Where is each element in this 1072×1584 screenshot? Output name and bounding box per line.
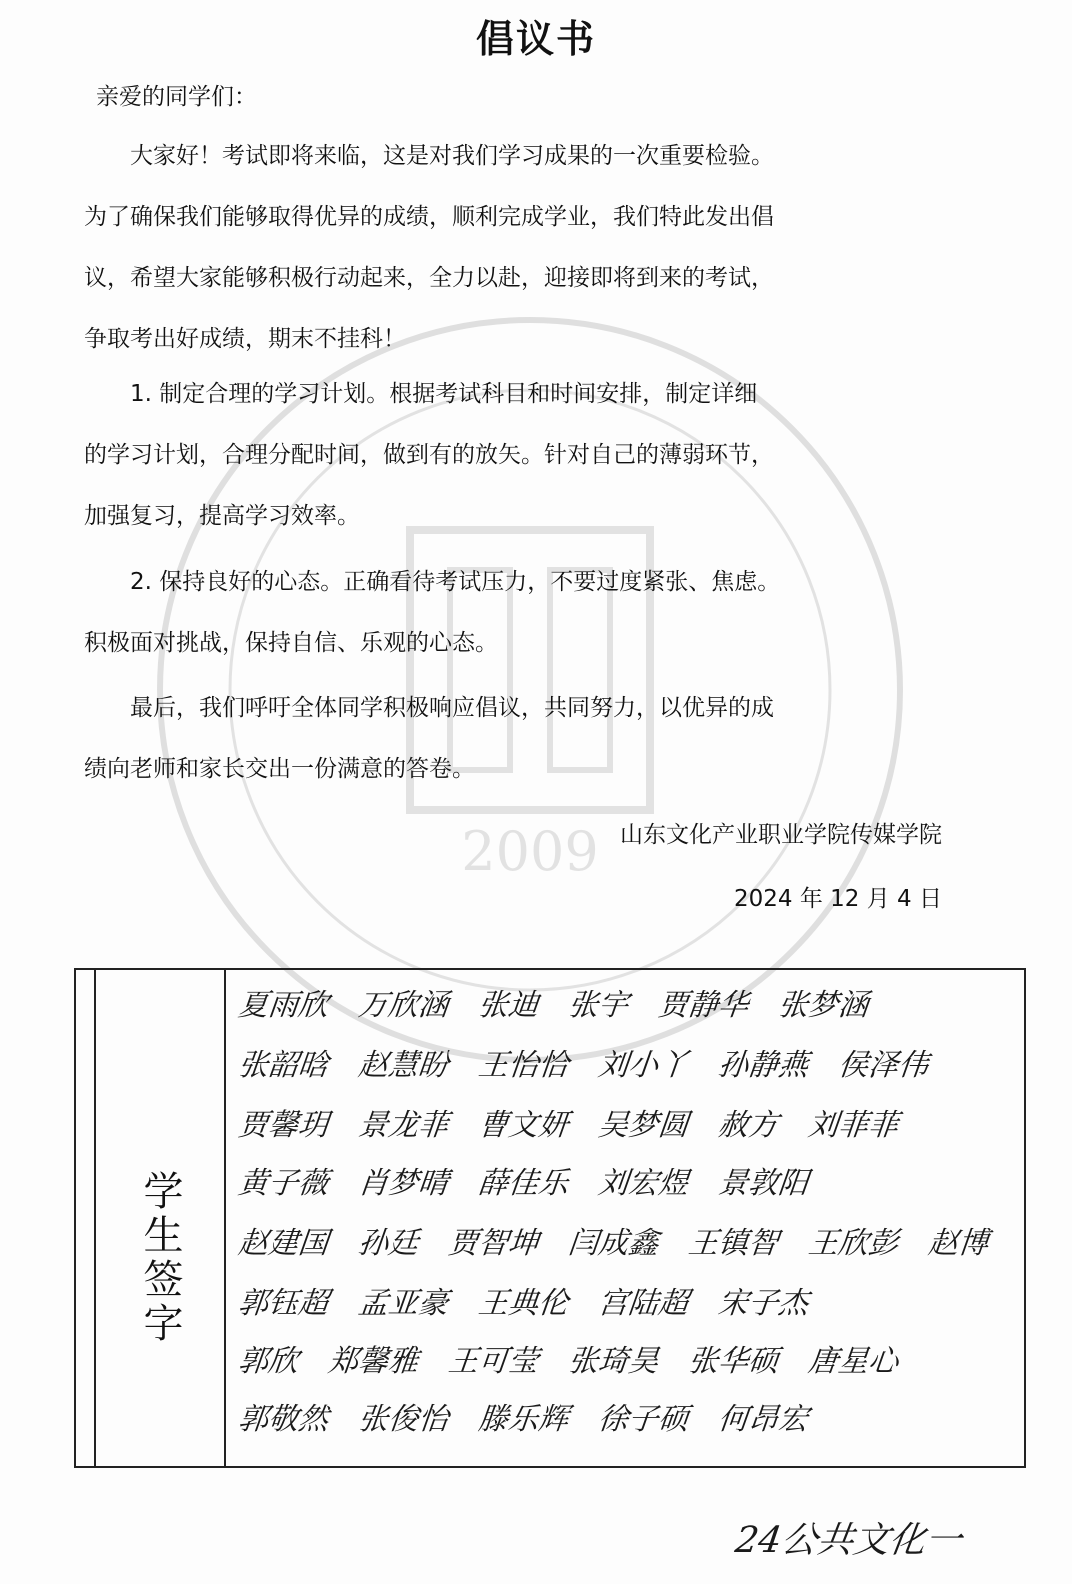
student-signature: 孟亚豪 [356, 1286, 451, 1321]
paragraph-line: 最后，我们呼吁全体同学积极响应倡议，共同努力，以优异的成 [84, 695, 774, 721]
class-note: 24公共文化一 [732, 1520, 965, 1561]
signature-label: 学生签字 [137, 1170, 183, 1346]
document-date: 2024 年 12 月 4 日 [734, 886, 942, 912]
student-signature: 薛佳乐 [476, 1166, 571, 1201]
student-signature: 贾智坤 [446, 1226, 541, 1261]
paragraph-point-2 [84, 552, 944, 674]
student-signature: 宋子杰 [716, 1286, 811, 1321]
student-signature: 张华硕 [686, 1344, 781, 1379]
student-signature: 郭钰超 [236, 1286, 331, 1321]
paragraph-line: 争取考出好成绩，期末不挂科！ [84, 326, 406, 352]
paragraph-line: 为了确保我们能够取得优异的成绩，顺利完成学业，我们特此发出倡 [84, 204, 774, 230]
student-signature: 张梦涵 [776, 988, 871, 1023]
student-signature: 唐星心 [806, 1344, 901, 1379]
student-signature: 肖梦晴 [356, 1166, 451, 1201]
signature-row [235, 1158, 1021, 1214]
student-signature: 张宇 [566, 988, 631, 1023]
student-signature: 夏雨欣 [236, 988, 331, 1023]
student-signature: 徐子硕 [596, 1402, 691, 1437]
student-signature: 景龙菲 [356, 1108, 451, 1143]
organization-name: 山东文化产业职业学院传媒学院 [620, 822, 942, 848]
student-signature: 贾静华 [656, 988, 751, 1023]
paragraph-line: 2. 保持良好的心态。正确看待考试压力，不要过度紧张、焦虑。 [84, 569, 781, 595]
paragraph-line: 的学习计划，合理分配时间，做到有的放矢。针对自己的薄弱环节， [84, 442, 774, 468]
paragraph-point-1 [84, 364, 944, 547]
student-signature: 景敦阳 [716, 1166, 811, 1201]
signature-label-cell [94, 970, 226, 1466]
student-signature: 郭欣 [236, 1344, 301, 1379]
signature-row [235, 1100, 1021, 1156]
student-signature: 张韶晗 [236, 1048, 331, 1083]
greeting: 亲爱的同学们： [96, 84, 257, 110]
paragraph-line: 积极面对挑战，保持自信、乐观的心态。 [84, 630, 498, 656]
student-signature: 刘菲菲 [806, 1108, 901, 1143]
student-signature: 赵博 [926, 1226, 991, 1261]
paragraph-line: 大家好！考试即将来临，这是对我们学习成果的一次重要检验。 [84, 143, 774, 169]
student-signature: 何昂宏 [716, 1402, 811, 1437]
student-signature: 赵建国 [236, 1226, 331, 1261]
paragraph-line: 加强复习，提高学习效率。 [84, 503, 360, 529]
student-signature: 王怡恰 [476, 1048, 571, 1083]
paragraph-intro [84, 126, 944, 370]
student-signature: 张迪 [476, 988, 541, 1023]
student-signature: 郑馨雅 [326, 1344, 421, 1379]
student-signature: 张琦昊 [566, 1344, 661, 1379]
student-signature: 闫成鑫 [566, 1226, 661, 1261]
student-signature: 王可莹 [446, 1344, 541, 1379]
student-signature: 赵慧盼 [356, 1048, 451, 1083]
signature-row [235, 1336, 1021, 1392]
paragraph-closing [84, 678, 944, 800]
student-signature: 万欣涵 [356, 988, 451, 1023]
paragraph-line: 议，希望大家能够积极行动起来，全力以赴，迎接即将到来的考试， [84, 265, 774, 291]
student-signature: 滕乐辉 [476, 1402, 571, 1437]
student-signature: 曹文妍 [476, 1108, 571, 1143]
student-signature: 郭敬然 [236, 1402, 331, 1437]
signature-row [235, 1394, 1021, 1450]
signature-row [235, 1278, 1021, 1334]
paragraph-line: 1. 制定合理的学习计划。根据考试科目和时间安排，制定详细 [84, 381, 758, 407]
student-signature: 黄子薇 [236, 1166, 331, 1201]
document-title: 倡议书 [475, 17, 596, 61]
student-signature: 吴梦圆 [596, 1108, 691, 1143]
paragraph-line: 绩向老师和家长交出一份满意的答卷。 [84, 756, 475, 782]
student-signature: 孙静燕 [716, 1048, 811, 1083]
student-signature: 王欣彭 [806, 1226, 901, 1261]
student-signature: 张俊怡 [356, 1402, 451, 1437]
student-signature: 侯泽伟 [836, 1048, 931, 1083]
student-signature: 赦方 [716, 1108, 781, 1143]
signature-area [232, 972, 1022, 1464]
student-signature: 王典伦 [476, 1286, 571, 1321]
signature-row [235, 1040, 1021, 1096]
student-signature: 王镇智 [686, 1226, 781, 1261]
signature-row [235, 980, 1021, 1036]
student-signature: 孙廷 [356, 1226, 421, 1261]
student-signature: 刘宏煜 [596, 1166, 691, 1201]
signature-table [74, 968, 1026, 1468]
signature-row [235, 1218, 1021, 1274]
seal-year: 2009 [461, 820, 599, 883]
student-signature: 刘小丫 [596, 1048, 691, 1083]
student-signature: 宫陆超 [596, 1286, 691, 1321]
student-signature: 贾馨玥 [236, 1108, 331, 1143]
